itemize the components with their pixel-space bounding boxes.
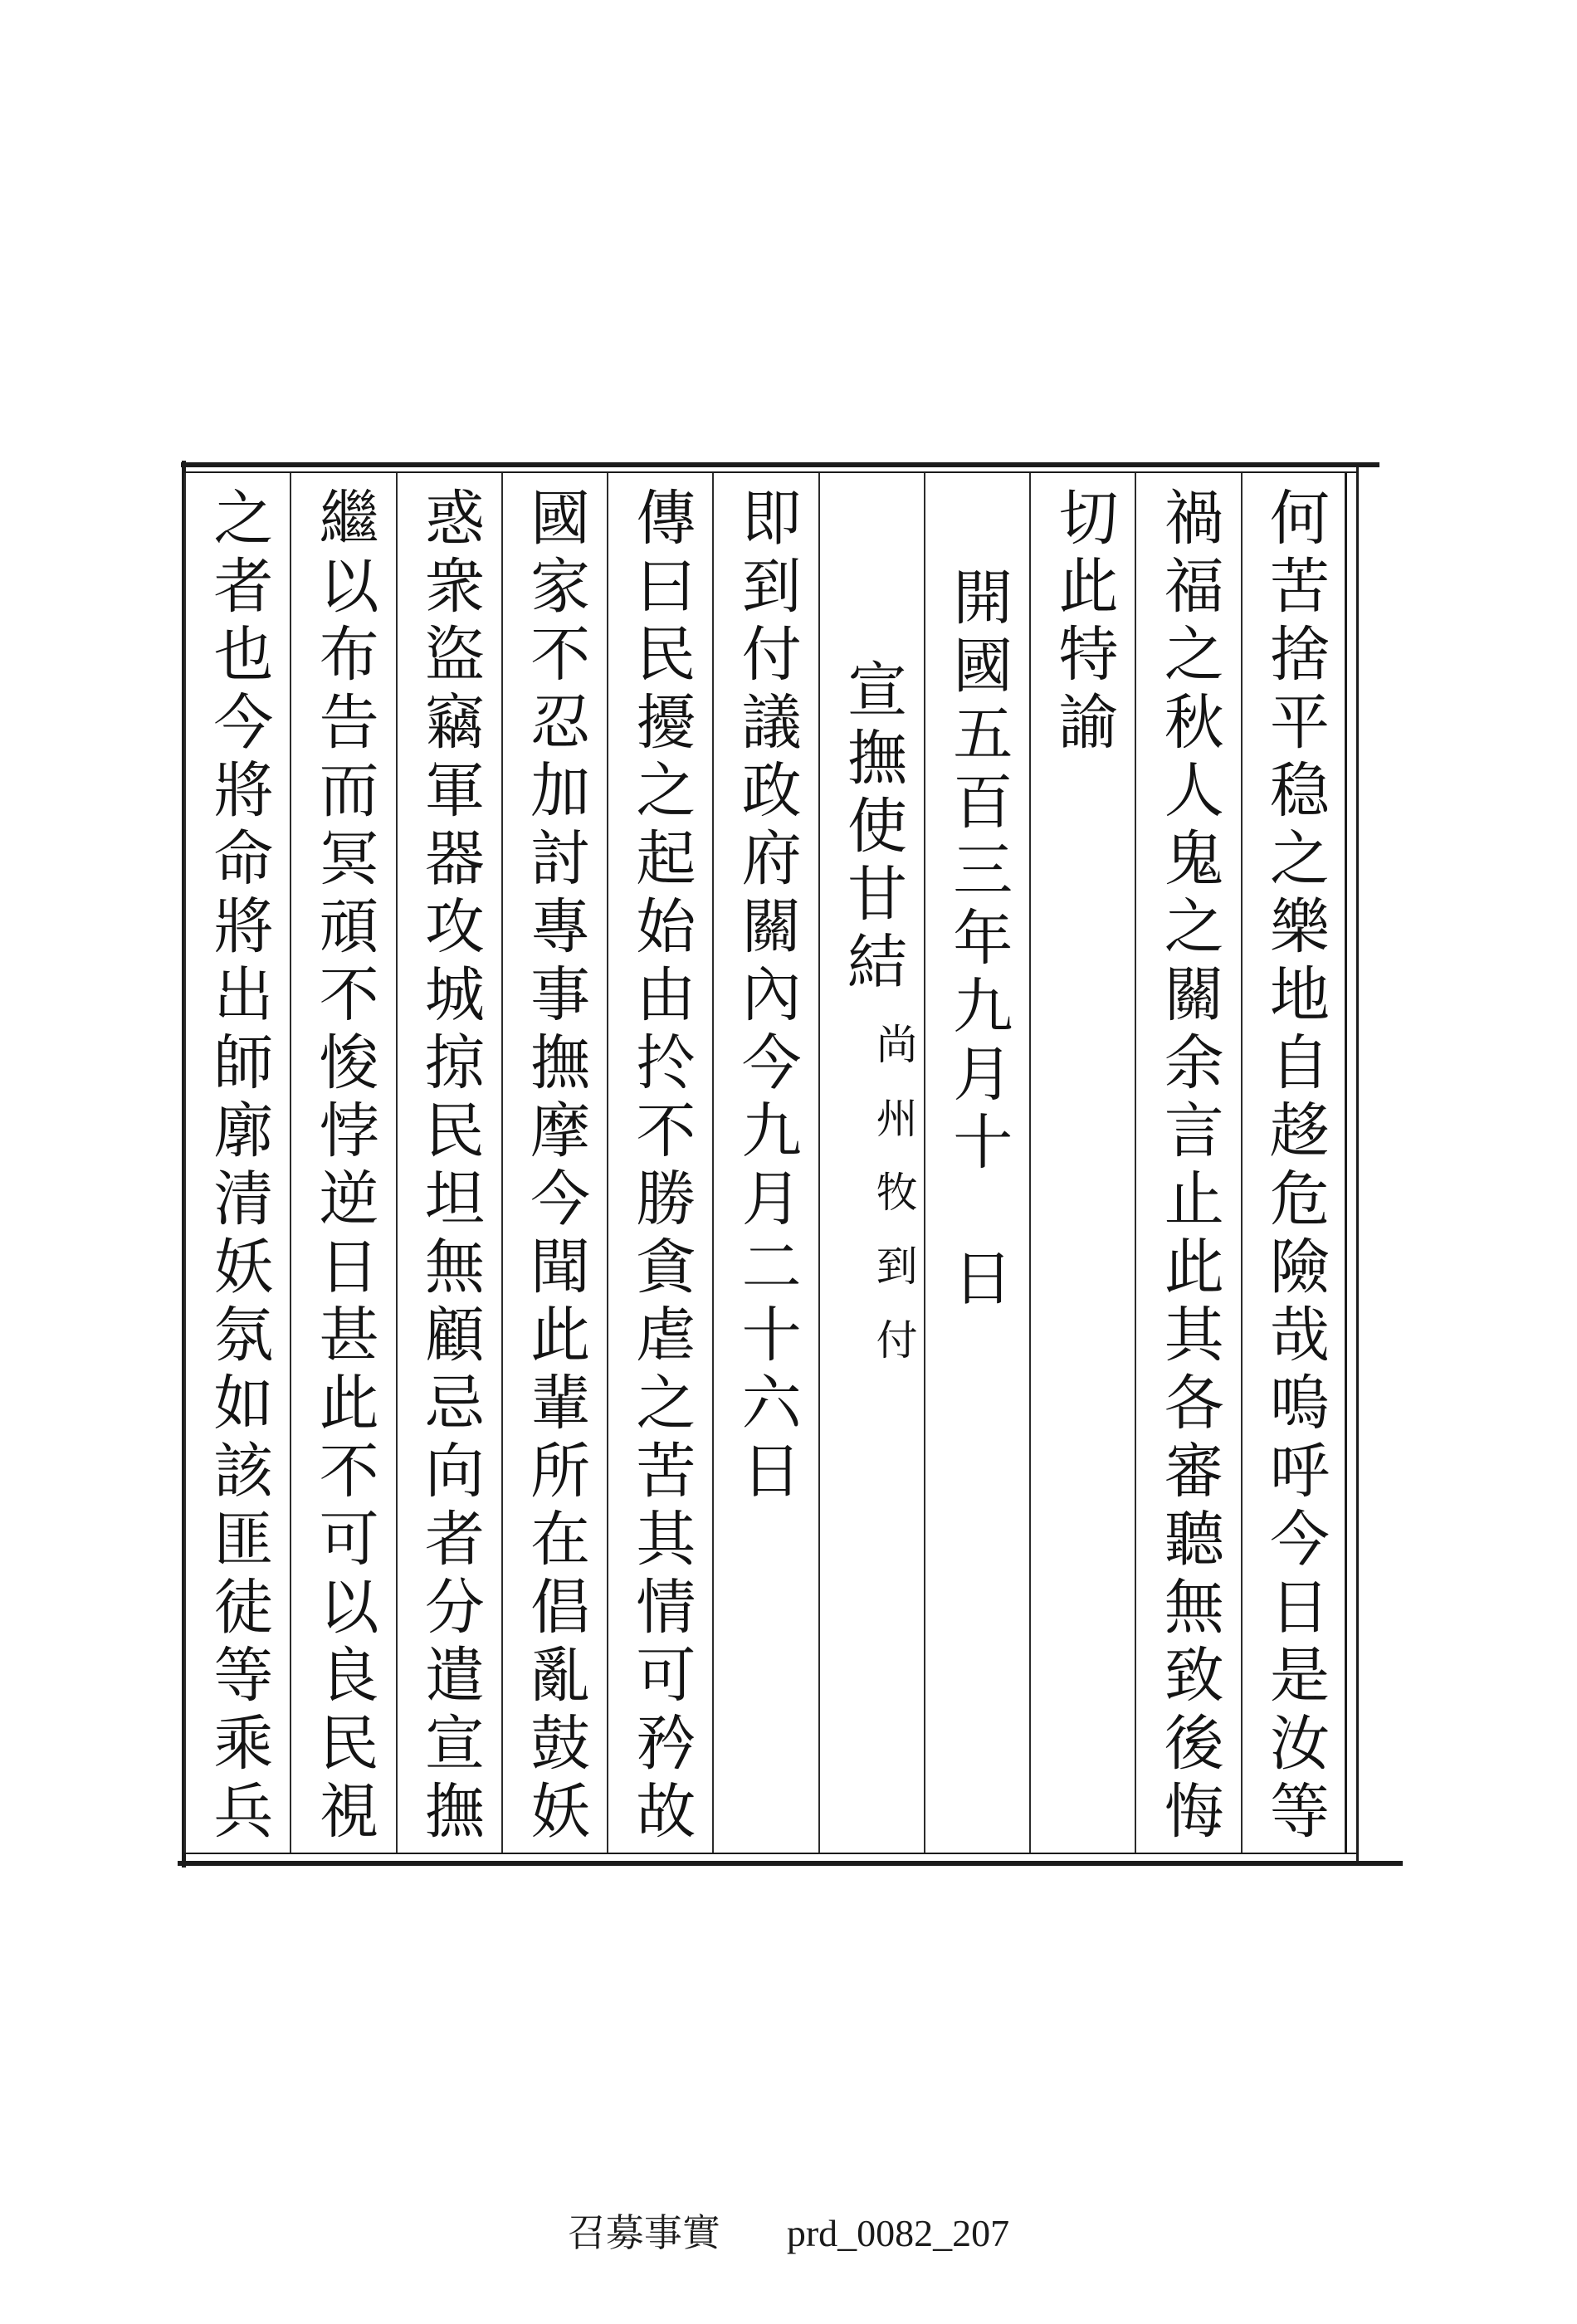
column-text: 禍福之秋人鬼之關余言止此其各審聽無致後悔 bbox=[1154, 486, 1224, 1848]
page-identifier: prd_0082_207 bbox=[786, 2212, 1010, 2254]
proclamation-text-column bbox=[1135, 473, 1240, 1853]
column-text: 國家不忍加討專事撫摩今聞此輩所在倡亂鼓妖 bbox=[520, 486, 591, 1848]
column-text: 繼以布告而冥頑不悛悖逆日甚此不可以良民視 bbox=[309, 486, 379, 1848]
directive-text-column bbox=[184, 473, 290, 1853]
date-column bbox=[924, 473, 1029, 1853]
proclamation-text-column bbox=[1241, 473, 1346, 1853]
collection-title: 召募事實 bbox=[567, 2210, 720, 2255]
column-text: 傳曰民擾之起始由扵不勝貪虐之苦其情可矜故 bbox=[626, 486, 696, 1848]
directive-text-column bbox=[501, 473, 607, 1853]
column-text: 惑衆盜竊軍器攻城掠民坦無顧忌向者分遣宣撫 bbox=[414, 486, 485, 1848]
recipient-note: 尚州牧到付 bbox=[869, 1023, 918, 1392]
directive-text-column bbox=[396, 473, 501, 1853]
directive-title-column bbox=[818, 473, 924, 1853]
directive-text-column bbox=[712, 473, 818, 1853]
column-text: 切此特諭 bbox=[1048, 486, 1119, 759]
frame-border-top bbox=[181, 462, 1379, 467]
directive-title: 宣撫使甘結 bbox=[837, 658, 907, 998]
page-footer bbox=[0, 2208, 1577, 2258]
column-text: 即到付議政府關內今九月二十六日 bbox=[731, 486, 802, 1507]
date-text: 開國五百三年九月十 日 bbox=[943, 566, 1013, 1315]
document-text-block bbox=[184, 473, 1346, 1853]
frame-border-bottom bbox=[178, 1861, 1403, 1866]
column-text: 何苦捨平稳之樂地自趍危險哉嗚呼今日是汝等 bbox=[1260, 486, 1330, 1848]
directive-text-column bbox=[290, 473, 395, 1853]
frame-border-bottom-inner bbox=[184, 1853, 1358, 1854]
proclamation-closing-column bbox=[1029, 473, 1135, 1853]
directive-text-column bbox=[607, 473, 712, 1853]
column-text: 之者也今將命將出師廓清妖氛如該匪徒等乘兵 bbox=[203, 486, 274, 1848]
frame-border-right bbox=[1356, 465, 1359, 1863]
